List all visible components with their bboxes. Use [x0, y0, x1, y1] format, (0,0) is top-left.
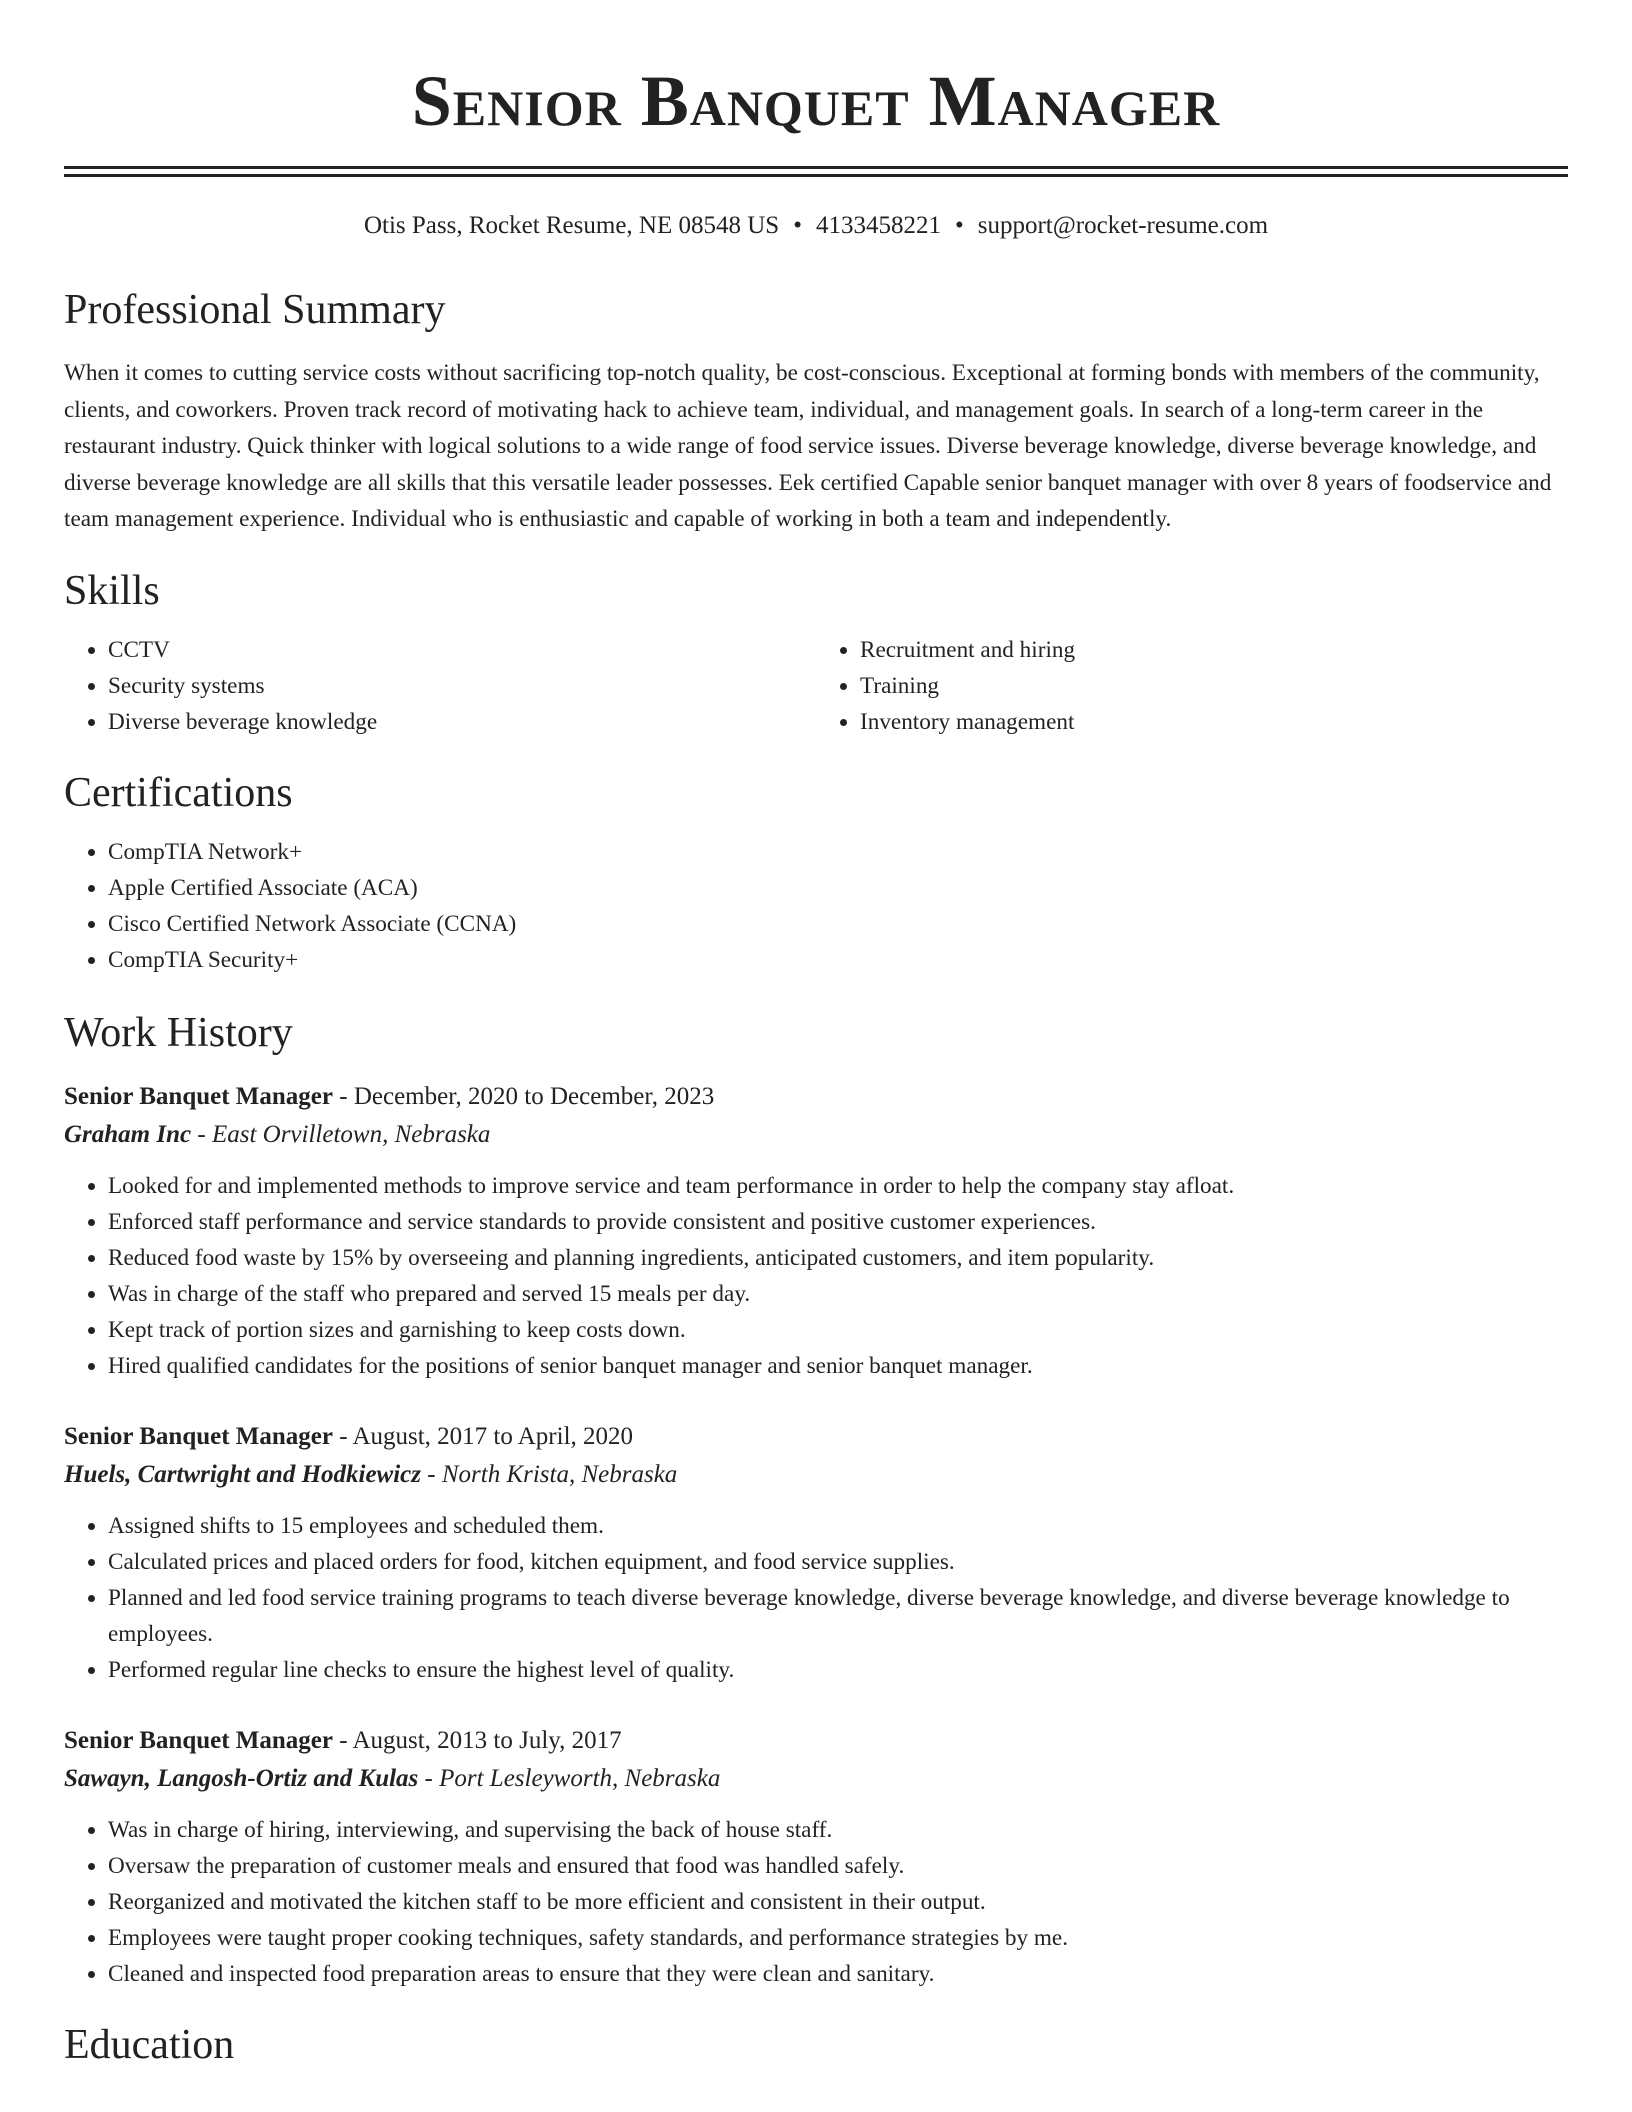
- certification-item: • CompTIA Security+: [108, 942, 1568, 978]
- summary-text: When it comes to cutting service costs without sacrificing top-notch quality, be cost-conscious. Exceptional at forming bonds with members of the community, clients, and coworkers. Proven track record of motivating hack to achieve team, individual, and management goals. In search of a long-term career in the restaurant industry. Quick thinker with logical solutions to a wide range of food service issues. Diverse beverage knowledge, diverse beverage knowledge, and diverse beverage knowledge are all skills that this versatile leader possesses. Eek certified Capable senior banquet manager with over 8 years of foodservice and team management experience. Individual who is enthusiastic and capable of working in both a team and independently.: [64, 360, 1552, 533]
- contact-address: Otis Pass, Rocket Resume, NE 08548 US: [363, 212, 780, 239]
- certification-item: • Apple Certified Associate (ACA): [108, 870, 1568, 906]
- job-location: - East Orvilletown, Nebraska: [191, 1120, 491, 1148]
- skills-heading: Skills: [64, 567, 160, 614]
- job-duties: [64, 1508, 1568, 1688]
- skills-column-left: [64, 632, 816, 740]
- job-duties: [64, 1168, 1568, 1384]
- job-duty: • Was in charge of the staff who prepared and served 15 meals per day.: [108, 1276, 1568, 1312]
- job-duty: • Assigned shifts to 15 employees and scheduled them.: [108, 1508, 1568, 1544]
- job-dates: - December, 2020 to December, 2023: [333, 1082, 715, 1110]
- job-title: Senior Banquet Manager: [64, 1422, 333, 1450]
- skills-list: [64, 632, 1568, 740]
- skill-item: • Inventory management: [860, 704, 1568, 740]
- resume-page: [64, 0, 1568, 2070]
- skills-column-right: [816, 632, 1568, 740]
- job-duties: [64, 1812, 1568, 1992]
- certification-item: • CompTIA Network+: [108, 834, 1568, 870]
- job-duty: • Performed regular line checks to ensure the highest level of quality.: [108, 1652, 1568, 1688]
- job-company: Huels, Cartwright and Hodkiewicz: [64, 1460, 422, 1488]
- job-company: Sawayn, Langosh-Ortiz and Kulas: [64, 1764, 419, 1792]
- contact-phone: 4133458221: [815, 212, 941, 239]
- page-title: Senior Banquet Manager: [411, 61, 1221, 141]
- job-duty: • Hired qualified candidates for the positions of senior banquet manager and senior banquet manager.: [108, 1348, 1568, 1384]
- job-duty: • Enforced staff performance and service standards to provide consistent and positive customer experiences.: [108, 1204, 1568, 1240]
- contact-email: support@rocket-resume.com: [977, 212, 1269, 239]
- skill-item: • Recruitment and hiring: [860, 632, 1568, 668]
- job-title: Senior Banquet Manager: [64, 1082, 333, 1110]
- education-heading: Education: [64, 2021, 235, 2068]
- job-header: [64, 1722, 1568, 1760]
- job-title: Senior Banquet Manager: [64, 1726, 333, 1754]
- job-header: [64, 1078, 1568, 1116]
- contact-separator: •: [954, 212, 964, 239]
- skill-item: • Security systems: [108, 668, 816, 704]
- job-duty: • Looked for and implemented methods to improve service and team performance in order to help the company stay afloat.: [108, 1168, 1568, 1204]
- job-duty: • Calculated prices and placed orders for food, kitchen equipment, and food service supplies.: [108, 1544, 1568, 1580]
- job-duty: • Reduced food waste by 15% by overseeing and planning ingredients, anticipated customers, and item popularity.: [108, 1240, 1568, 1276]
- certifications-list: [64, 834, 1568, 978]
- job-dates: - August, 2017 to April, 2020: [333, 1422, 634, 1450]
- job-duty: • Was in charge of hiring, interviewing, and supervising the back of house staff.: [108, 1812, 1568, 1848]
- job-company: Graham Inc: [64, 1120, 192, 1148]
- job-duty: • Reorganized and motivated the kitchen staff to be more efficient and consistent in their output.: [108, 1884, 1568, 1920]
- job-duty: • Employees were taught proper cooking techniques, safety standards, and performance strategies by me.: [108, 1920, 1568, 1956]
- job-location: - North Krista, Nebraska: [421, 1460, 678, 1488]
- skill-item: • Training: [860, 668, 1568, 704]
- contact-separator: •: [793, 212, 802, 239]
- certifications-heading: Certifications: [64, 769, 293, 816]
- work-history-heading: Work History: [64, 1009, 293, 1056]
- job-entry: [64, 1722, 1568, 1992]
- job-duty: • Cleaned and inspected food preparation areas to ensure that they were clean and sanitary.: [108, 1956, 1568, 1992]
- job-header: [64, 1418, 1568, 1456]
- skill-item: • Diverse beverage knowledge: [108, 704, 816, 740]
- skill-item: • CCTV: [108, 632, 816, 668]
- job-duty: • Oversaw the preparation of customer meals and ensured that food was handled safely.: [108, 1848, 1568, 1884]
- certification-item: • Cisco Certified Network Associate (CCNA): [108, 906, 1568, 942]
- job-duty: • Kept track of portion sizes and garnishing to keep costs down.: [108, 1312, 1568, 1348]
- job-duty: • Planned and led food service training programs to teach diverse beverage knowledge, diverse beverage knowledge, and diverse beverage knowledge to employees.: [108, 1580, 1568, 1652]
- job-employer: [64, 1116, 1568, 1154]
- title-divider: [64, 166, 1568, 177]
- job-entry: [64, 1078, 1568, 1384]
- summary-heading: Professional Summary: [64, 287, 446, 333]
- job-employer: [64, 1456, 1568, 1494]
- contact-line: [64, 211, 1568, 241]
- job-dates: - August, 2013 to July, 2017: [333, 1726, 622, 1754]
- job-location: - Port Lesleyworth, Nebraska: [418, 1764, 721, 1792]
- job-entry: [64, 1418, 1568, 1688]
- job-employer: [64, 1760, 1568, 1798]
